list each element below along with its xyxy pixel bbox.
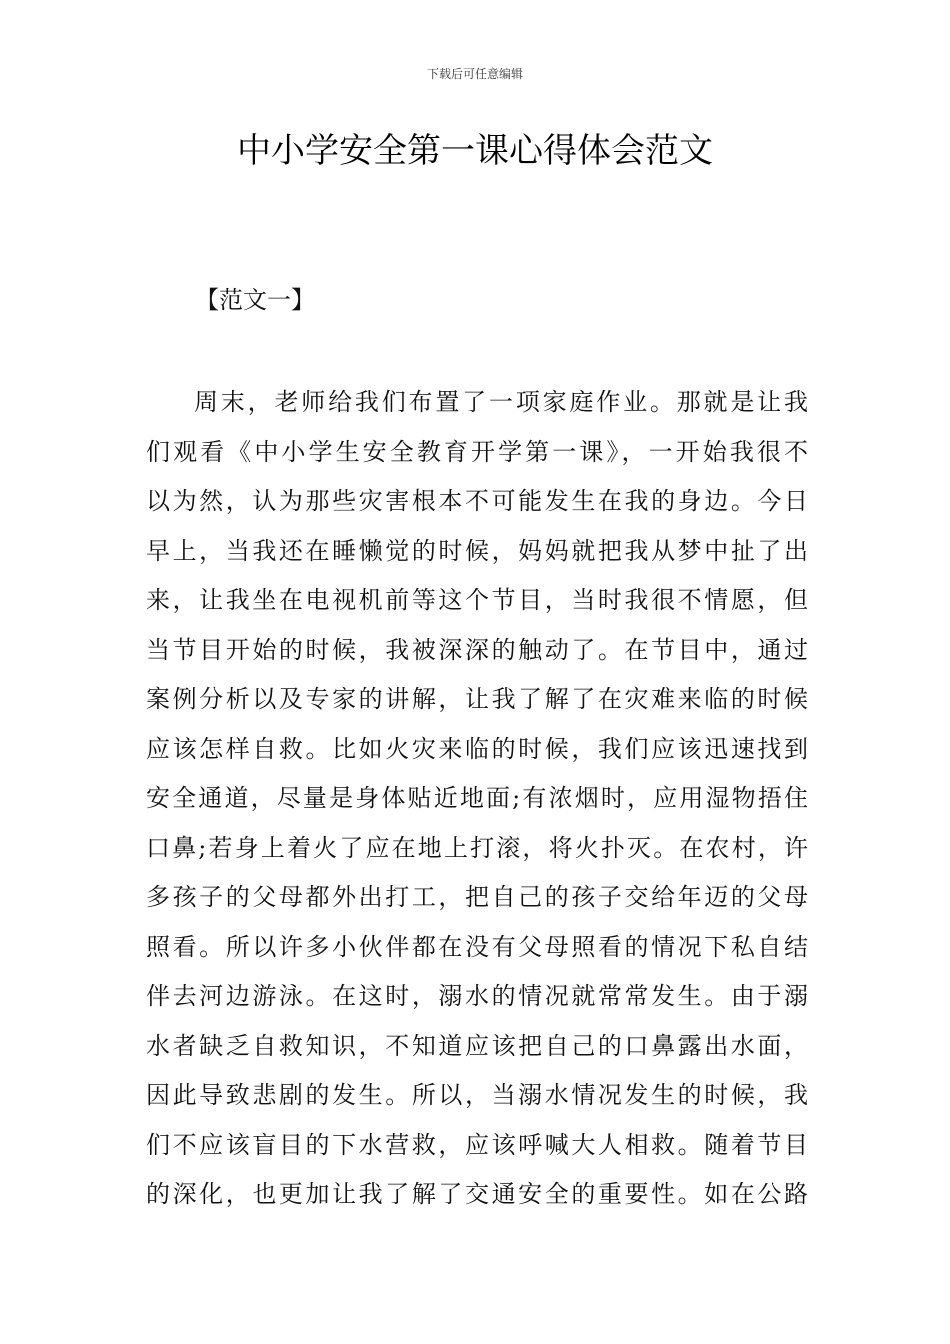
section-label: 【范文一】 bbox=[195, 286, 315, 314]
body-line: 伴去河边游泳。在这时，溺水的情况就常常发生。由于溺 bbox=[146, 982, 808, 1010]
body-paragraph bbox=[146, 378, 808, 1220]
body-line: 水者缺乏自救知识，不知道应该把自己的口鼻露出水面， bbox=[146, 1031, 808, 1060]
body-line: 来，让我坐在电视机前等这个节目，当时我很不情愿，但 bbox=[146, 586, 808, 614]
document-title: 中小学安全第一课心得体会范文 bbox=[237, 131, 713, 171]
body-line: 的深化，也更加让我了解了交通安全的重要性。如在公路 bbox=[146, 1180, 808, 1208]
body-line: 们不应该盲目的下水营救，应该呼喊大人相救。随着节目 bbox=[146, 1130, 808, 1159]
body-line: 们观看《中小学生安全教育开学第一课》，一开始我很不 bbox=[146, 437, 808, 466]
body-line: 当节目开始的时候，我被深深的触动了。在节目中，通过 bbox=[146, 635, 808, 664]
body-line: 案例分析以及专家的讲解，让我了解了在灾难来临的时候 bbox=[146, 685, 808, 713]
body-line: 早上，当我还在睡懒觉的时候，妈妈就把我从梦中扯了出 bbox=[146, 536, 808, 565]
header-note: 下载后可任意编辑 bbox=[426, 67, 523, 81]
body-line: 多孩子的父母都外出打工，把自己的孩子交给年迈的父母 bbox=[146, 883, 808, 911]
body-line: 口鼻;若身上着火了应在地上打滚，将火扑灭。在农村，许 bbox=[146, 833, 808, 862]
body-line: 以为然，认为那些灾害根本不可能发生在我的身边。今日 bbox=[146, 487, 808, 515]
body-line: 周末，老师给我们布置了一项家庭作业。那就是让我 bbox=[194, 388, 808, 416]
body-line: 安全通道，尽量是身体贴近地面;有浓烟时，应用湿物捂住 bbox=[146, 784, 808, 812]
body-line: 应该怎样自救。比如火灾来临的时候，我们应该迅速找到 bbox=[146, 734, 808, 763]
body-line: 照看。所以许多小伙伴都在没有父母照看的情况下私自结 bbox=[146, 932, 808, 961]
body-line: 因此导致悲剧的发生。所以，当溺水情况发生的时候，我 bbox=[146, 1081, 808, 1109]
